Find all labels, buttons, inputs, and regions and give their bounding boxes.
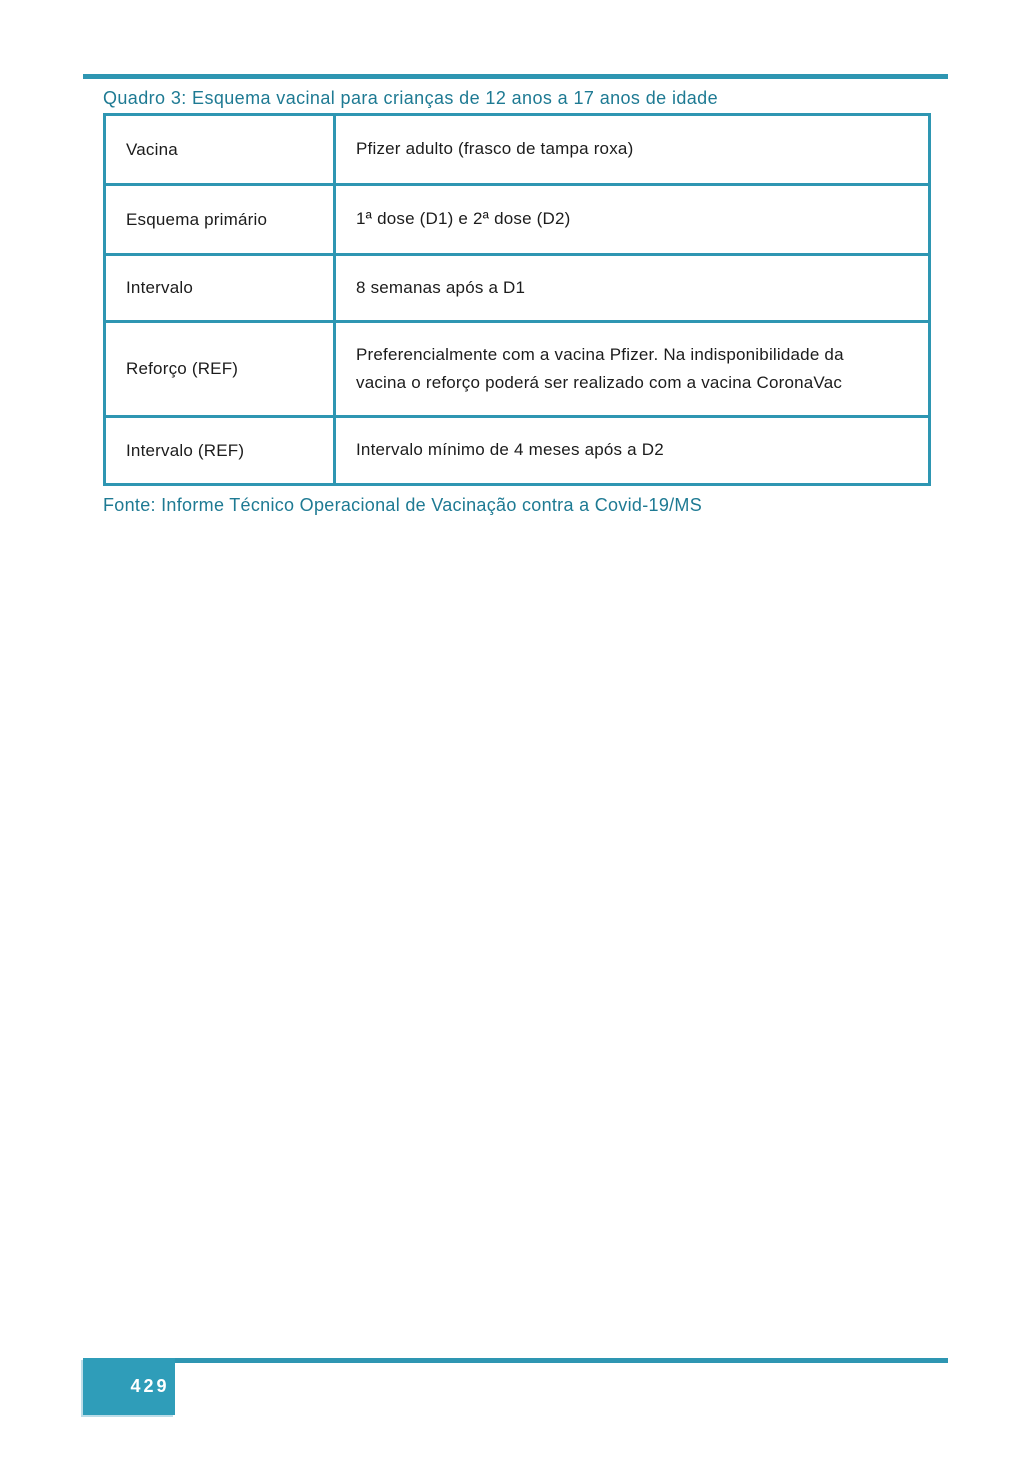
row-label-vacina: Vacina <box>105 115 335 185</box>
table-row <box>105 185 930 255</box>
table-row <box>105 322 930 417</box>
table-row <box>105 115 930 185</box>
top-divider-rule <box>83 74 948 79</box>
row-value-esquema-primario: 1ª dose (D1) e 2ª dose (D2) <box>335 185 930 255</box>
table-caption: Quadro 3: Esquema vacinal para crianças de 12 anos a 17 anos de idade <box>103 88 718 108</box>
table-row <box>105 255 930 322</box>
row-label-intervalo: Intervalo <box>105 255 335 322</box>
page-number: 429 <box>130 1376 170 1396</box>
source-citation: Fonte: Informe Técnico Operacional de Vacinação contra a Covid-19/MS <box>103 495 703 515</box>
row-value-vacina: Pfizer adulto (frasco de tampa roxa) <box>335 115 930 185</box>
table-row <box>105 417 930 485</box>
row-label-reforco: Reforço (REF) <box>105 322 335 417</box>
page-number-badge <box>83 1358 175 1415</box>
row-value-intervalo: 8 semanas após a D1 <box>335 255 930 322</box>
row-value-intervalo-ref: Intervalo mínimo de 4 meses após a D2 <box>335 417 930 485</box>
vaccine-schedule-table <box>103 113 931 486</box>
row-value-reforco: Preferencialmente com a vacina Pfizer. Na indisponibilidade da vacina o reforço poderá ser realizado com a vacina CoronaVac <box>335 322 930 417</box>
row-label-esquema-primario: Esquema primário <box>105 185 335 255</box>
footer-divider-rule <box>83 1358 948 1363</box>
row-label-intervalo-ref: Intervalo (REF) <box>105 417 335 485</box>
